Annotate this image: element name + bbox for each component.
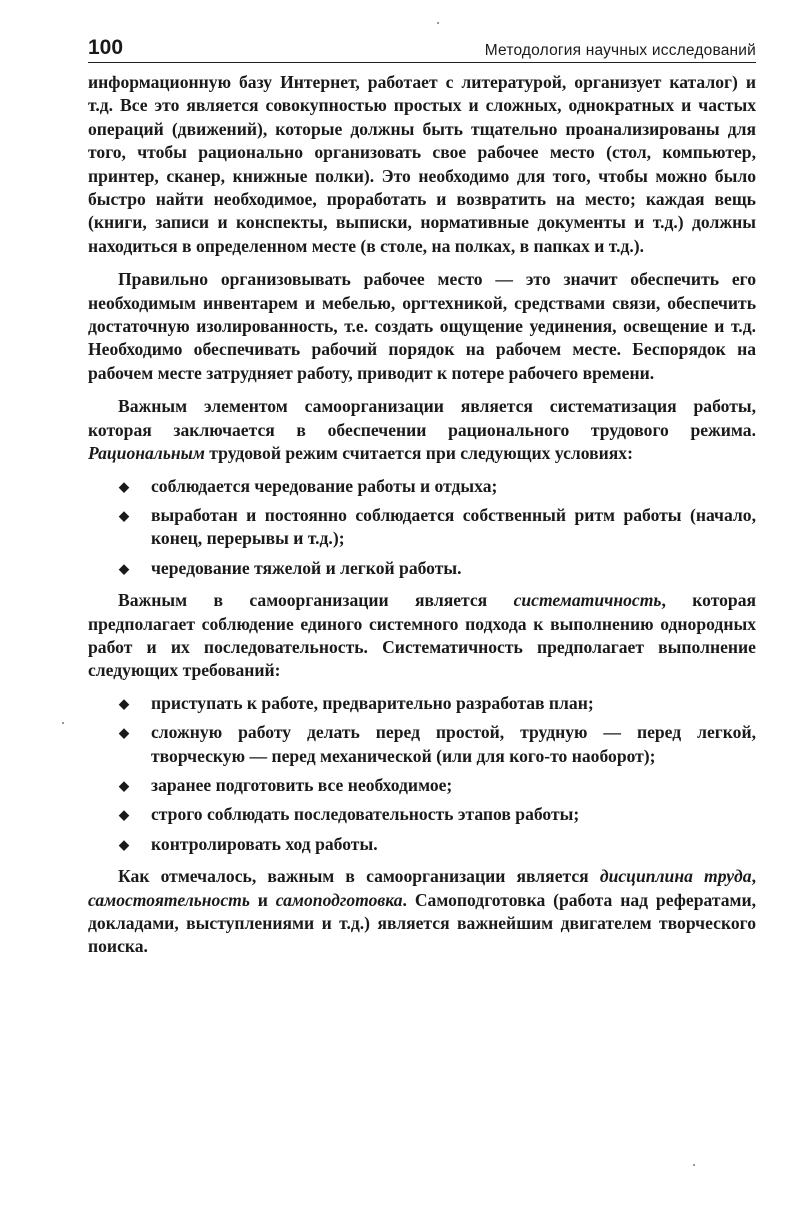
list-item-text: выработан и постоянно соблюдается собственный ритм работы (начало, конец, перерывы и т.д.); (151, 504, 756, 549)
paragraph-text: трудовой режим считается при следующих условиях: (204, 443, 633, 464)
running-title: Методология научных исследований (484, 41, 756, 59)
bullet-diamond-icon: ◆ (119, 807, 129, 823)
list-item (88, 774, 756, 797)
list-item-text: соблюдается чередование работы и отдыха; (151, 475, 498, 496)
paragraph-text: , которая предполагает соблюдение единого системного подхода к выполнению однородных работ и их последовательность. Систематичность предполагает выполнение следующих требований: (88, 590, 757, 681)
emphasis-term: дисциплина труда (599, 866, 752, 887)
bullet-diamond-icon: ◆ (119, 725, 129, 741)
bullet-diamond-icon: ◆ (119, 695, 129, 711)
paragraph-self-preparation (88, 865, 756, 959)
bullet-diamond-icon: ◆ (119, 478, 129, 494)
list-item (88, 833, 756, 856)
paragraph-text: , (751, 866, 756, 887)
list-item (88, 803, 756, 826)
emphasis-term: систематичность (513, 590, 662, 611)
list-item (88, 475, 756, 498)
page-body (88, 71, 756, 959)
scan-speck (693, 1164, 695, 1166)
page-header (88, 28, 756, 63)
list-item (88, 692, 756, 715)
page-number: 100 (88, 36, 124, 59)
paragraph-text: Как отмечалось, важным в самоорганизации является (118, 866, 600, 887)
emphasis-term: самоподготовка (275, 889, 403, 910)
paragraph-text: и (249, 889, 276, 910)
list-item-text: контролировать ход работы. (151, 833, 378, 854)
list-item (88, 557, 756, 580)
bullet-diamond-icon: ◆ (119, 777, 129, 793)
bullet-diamond-icon: ◆ (119, 560, 129, 576)
paragraph-workplace-organization: информационную базу Интернет, работает с литературой, организует каталог) и т.д. Все это является совокупностью простых и сложных, однократных и частых операций (движений), которые должны быть тщательно проанализированы для того, чтобы рационально организовать свое рабочее место (стол, компьютер, принтер, сканер, книжные полки). Это необходимо для того, чтобы можно было быстро найти необходимое, проработать и возвратить на место; каждая вещь (книги, записи и конспекты, выписки, нормативные документы и т.д.) должны находиться в определенном месте (в столе, на полках, в папках и т.д.). (88, 72, 756, 256)
paragraph-workplace-equipment: Правильно организовывать рабочее место — это значит обеспечить его необходимым инвентарем и мебелью, оргтехникой, средствами связи, обеспечить достаточную изолированность, т.е. создать ощущение уединения, освещение и т.д. Необходимо обеспечивать рабочий порядок на рабочем месте. Беспорядок на рабочем месте затрудняет работу, приводит к потере рабочего времени. (88, 269, 756, 383)
list-item (88, 721, 756, 768)
paragraph-text: Важным в самоорганизации является (118, 590, 514, 611)
list-item (88, 504, 756, 551)
requirements-list (88, 692, 756, 856)
scan-speck (62, 722, 64, 724)
bullet-diamond-icon: ◆ (119, 836, 129, 852)
list-item-text: строго соблюдать последовательность этапов работы; (151, 804, 580, 825)
paragraph-rational-regime (88, 395, 756, 465)
paragraph-text: Важным элементом самоорганизации является систематизация работы, которая заключается в обеспечении рационального трудового режима. (88, 396, 756, 440)
scan-speck (437, 22, 439, 24)
list-item-text: сложную работу делать перед простой, трудную — перед легкой, творческую — перед механической (или для кого-то наоборот); (151, 722, 756, 766)
bullet-diamond-icon: ◆ (119, 507, 129, 523)
conditions-list (88, 475, 756, 581)
book-page (88, 28, 756, 969)
paragraph-systematicity (88, 589, 756, 683)
list-item-text: заранее подготовить все необходимое; (151, 774, 453, 795)
list-item-text: чередование тяжелой и легкой работы. (151, 557, 462, 578)
paragraph-text: . Самоподготовка (работа над рефератами, докладами, выступлениями и т.д.) является важнейшим двигателем творческого поиска. (88, 889, 757, 957)
list-item-text: приступать к работе, предварительно разработав план; (151, 692, 594, 713)
emphasis-term: самостоятельность (88, 889, 250, 910)
emphasis-term: Рациональным (88, 443, 205, 464)
